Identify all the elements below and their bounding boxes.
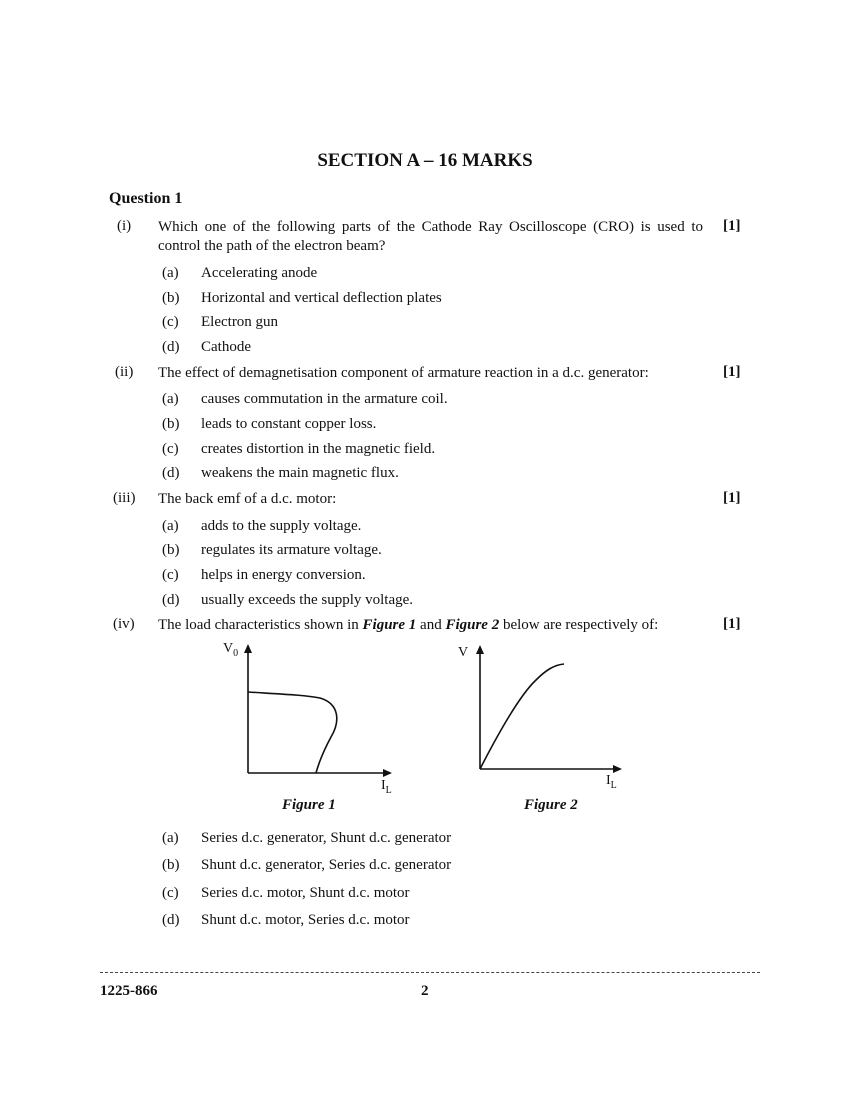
- figure-1-caption: Figure 1: [282, 797, 336, 813]
- option-text: Series d.c. motor, Shunt d.c. motor: [201, 885, 410, 901]
- question-text: The load characteristics shown in Figure 1 and Figure 2 below are respectively of:: [158, 617, 659, 633]
- question-text: The effect of demagnetisation component of armature reaction in a d.c. generator:: [158, 365, 649, 381]
- option-text: regulates its armature voltage.: [201, 542, 382, 558]
- figure-2-caption: Figure 2: [524, 797, 578, 813]
- figure-1-y-label: $V_0$: [223, 641, 239, 659]
- option-text: Cathode: [201, 339, 251, 355]
- option-label: (a): [162, 518, 179, 534]
- option-label: (c): [162, 441, 179, 457]
- option-text: creates distortion in the magnetic field.: [201, 441, 436, 457]
- question-marks: [1]: [723, 364, 741, 380]
- option-text: leads to constant copper loss.: [201, 416, 377, 432]
- option-label: (c): [162, 885, 179, 901]
- footer-code: 1225-866: [100, 983, 158, 999]
- question-marks: [1]: [723, 616, 741, 632]
- option-text: Accelerating anode: [201, 265, 318, 281]
- option-label: (c): [162, 314, 179, 330]
- option-label: (d): [162, 465, 180, 481]
- x-axis-arrow: [383, 769, 392, 777]
- option-label: (d): [162, 339, 180, 355]
- figure-2-x-label: $I_L$: [606, 773, 617, 791]
- option-text: causes commutation in the armature coil.: [201, 391, 448, 407]
- option-label: (a): [162, 830, 179, 846]
- option-text: usually exceeds the supply voltage.: [201, 592, 414, 608]
- figure-1-x-label: $I_L$: [381, 778, 392, 796]
- option-text: Horizontal and vertical deflection plates: [201, 290, 442, 306]
- y-axis-arrow: [476, 645, 484, 654]
- question-text: The back emf of a d.c. motor:: [158, 491, 337, 507]
- question-heading: Question 1: [109, 190, 183, 207]
- option-text: adds to the supply voltage.: [201, 518, 362, 534]
- question-number: (i): [117, 218, 132, 234]
- option-text: helps in energy conversion.: [201, 567, 366, 583]
- question-text: Which one of the following parts of the Cathode Ray Oscilloscope (CRO) is used to control the path of the electron beam?: [158, 219, 703, 254]
- option-label: (d): [162, 592, 180, 608]
- page-number: 2: [421, 983, 429, 999]
- load-curve: [248, 692, 337, 773]
- question-marks: [1]: [723, 218, 741, 234]
- option-text: Series d.c. generator, Shunt d.c. generator: [201, 830, 452, 846]
- figure-2-y-label: V: [458, 645, 469, 660]
- option-label: (b): [162, 290, 180, 306]
- figure-1-ref: Figure 1: [362, 617, 417, 633]
- option-label: (c): [162, 567, 179, 583]
- option-text: Shunt d.c. generator, Series d.c. generator: [201, 857, 452, 873]
- option-text: Electron gun: [201, 314, 279, 330]
- figure-2-ref: Figure 2: [445, 617, 500, 633]
- option-label: (a): [162, 391, 179, 407]
- question-number: (iv): [113, 616, 135, 632]
- option-label: (b): [162, 542, 180, 558]
- question-marks: [1]: [723, 490, 741, 506]
- question-number: (iii): [113, 490, 136, 506]
- option-label: (b): [162, 416, 180, 432]
- option-label: (a): [162, 265, 179, 281]
- option-text: Shunt d.c. motor, Series d.c. motor: [201, 912, 410, 928]
- option-text: weakens the main magnetic flux.: [201, 465, 399, 481]
- option-label: (d): [162, 912, 180, 928]
- load-curve: [480, 664, 564, 769]
- question-number: (ii): [115, 364, 134, 380]
- x-axis-arrow: [613, 765, 622, 773]
- footer-divider: [100, 972, 760, 973]
- option-label: (b): [162, 857, 180, 873]
- y-axis-arrow: [244, 644, 252, 653]
- section-title: SECTION A – 16 MARKS: [317, 150, 533, 171]
